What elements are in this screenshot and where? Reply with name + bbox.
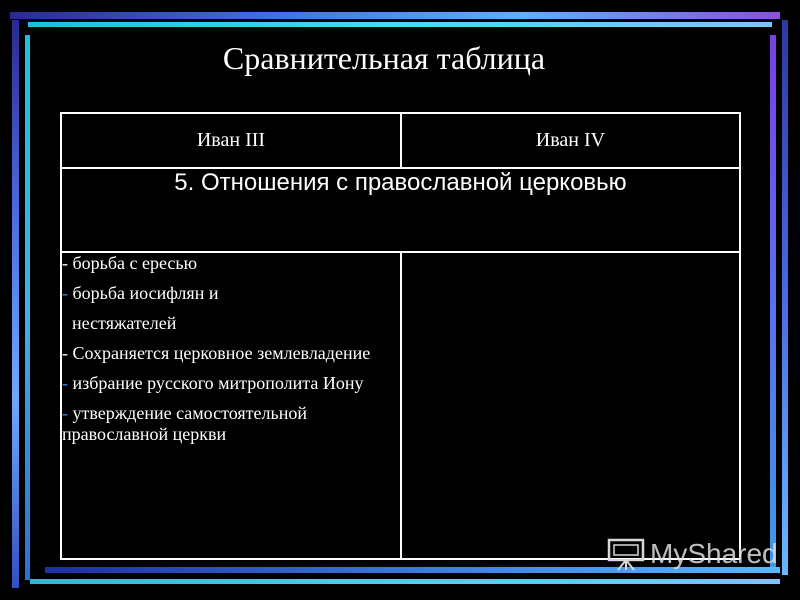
- header-ivan-iv: Иван IV: [401, 113, 740, 168]
- frame-bar-left-inner: [25, 35, 30, 580]
- presentation-board-icon: [606, 537, 646, 571]
- slide-title: Сравнительная таблица: [222, 40, 546, 76]
- frame-bar-left: [12, 20, 19, 588]
- list-item: [62, 253, 400, 274]
- frame-bar-right: [782, 20, 788, 575]
- comparison-table: [60, 112, 741, 560]
- list-item-text: Сохраняется церковное землевладение: [72, 343, 371, 363]
- header-row: [61, 113, 740, 168]
- content-row: [61, 252, 740, 559]
- frame-bar-top-inner: [28, 22, 772, 27]
- list-item: [62, 343, 400, 364]
- watermark-logo: [606, 536, 778, 572]
- list-item-text: борьба иосифлян и: [72, 283, 219, 303]
- list-item-text: избрание русского митрополита Иону: [72, 373, 364, 393]
- header-ivan-iii: Иван III: [61, 113, 401, 168]
- bullet-dash: -: [62, 343, 68, 363]
- section-title: 5. Отношения с православной церковью: [61, 168, 740, 252]
- bullet-dash: -: [62, 403, 68, 423]
- list-item-text: утверждение самостоятельной православной церкви: [62, 403, 307, 444]
- list-item: [62, 403, 400, 445]
- bullet-dash: -: [62, 283, 68, 303]
- list-item-text: борьба с ересью: [72, 253, 198, 273]
- bullet-dash: -: [62, 253, 68, 273]
- list-item: [62, 373, 400, 394]
- ivan-iii-cell: [61, 252, 401, 559]
- list-item: [62, 313, 400, 334]
- frame-bar-top: [10, 12, 780, 19]
- section-row: [61, 168, 740, 252]
- list-item-text: нестяжателей: [72, 313, 177, 333]
- frame-bar-right-inner: [770, 35, 776, 570]
- frame-bar-bottom: [30, 579, 780, 584]
- ivan-iii-list: [62, 253, 400, 445]
- bullet-dash: -: [62, 373, 68, 393]
- list-item: [62, 283, 400, 304]
- watermark-text: MyShared: [650, 538, 778, 569]
- ivan-iv-cell: [401, 252, 740, 559]
